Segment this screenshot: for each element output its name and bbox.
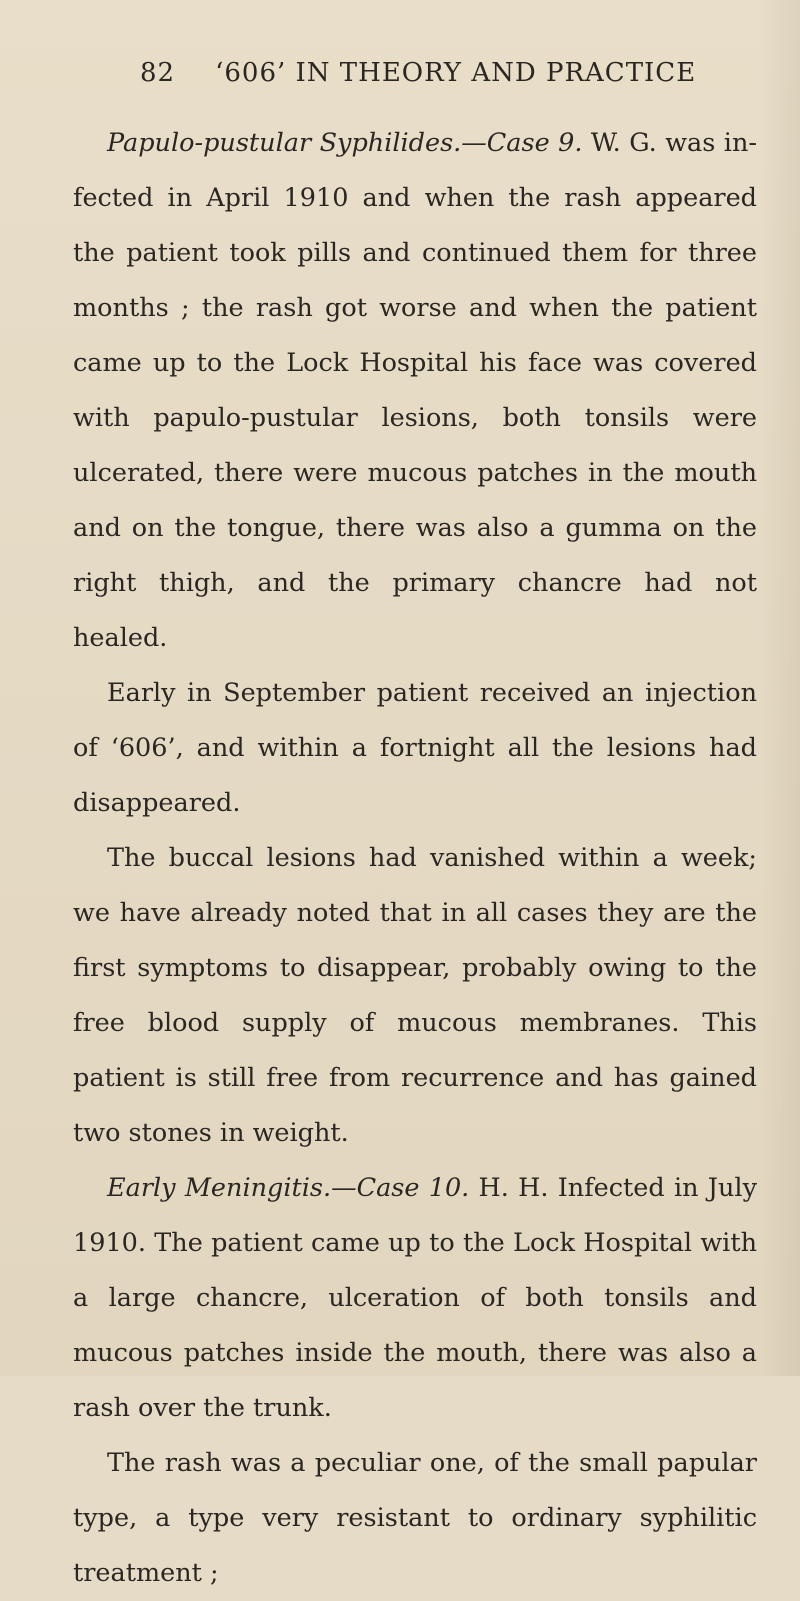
body-text xyxy=(73,116,757,1601)
paragraph-rash xyxy=(73,1436,757,1601)
running-title: ‘606’ IN THEORY AND PRACTICE xyxy=(215,58,697,88)
page-number: 82 xyxy=(140,58,176,88)
paragraph-text: The rash was a peculiar one, of the small papular type, a type very resistant to ordinary syphilitic treatment ; xyxy=(73,1448,757,1588)
case-heading: Papulo-pustular Syphilides.—Case 9. xyxy=(107,128,583,158)
paragraph-text: The buccal lesions had vanished within a week; we have already noted that in all cases they are the first symptoms to disappear, probably owing to the free blood supply of mucous membranes. This patient is still free from recurrence and has gained two stones in weight. xyxy=(73,843,757,1148)
paragraph-text: Early in September patient received an injection of ‘606’, and within a fortnight all the lesions had disappeared. xyxy=(73,678,757,818)
paragraph-case-9 xyxy=(73,116,757,666)
paragraph-case-10 xyxy=(73,1161,757,1436)
paragraph-injection xyxy=(73,666,757,831)
paragraph-text: W. G. was infected in April 1910 and when the rash appeared the patient took pills and continued them for three months ; the rash got worse and when the patient came up to the Lock Hospital his face was covered with papulo-pustular lesions, both tonsils were ulcerated, there were mucous patches in the mouth and on the tongue, there was also a gumma on the right thigh, and the primary chancre had not healed. xyxy=(73,128,757,653)
paragraph-text: H. H. Infected in July 1910. The patient came up to the Lock Hospital with a large chancre, ulceration of both tonsils and mucous patches inside the mouth, there was also a rash over the trunk. xyxy=(73,1173,757,1423)
paragraph-buccal-lesions xyxy=(73,831,757,1161)
running-header xyxy=(140,58,696,88)
case-heading: Early Meningitis.—Case 10. xyxy=(107,1173,470,1203)
